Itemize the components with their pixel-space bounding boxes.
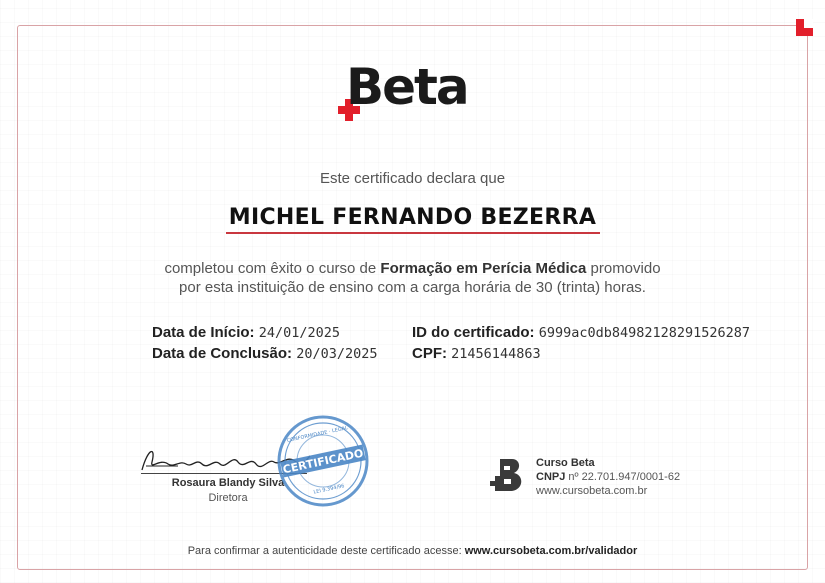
end-date xyxy=(152,345,377,362)
stamp-text: CERTIFICADO xyxy=(281,446,365,477)
certificate-id-value: 6999ac0db84982128291526287 xyxy=(538,325,751,341)
start-date xyxy=(152,324,340,341)
signatory-name: Rosaura Blandy Silva xyxy=(171,477,285,489)
completion-pre: completou com êxito o curso de xyxy=(164,260,381,277)
footer-text: Para confirmar a autenticidade deste certificado acesse: xyxy=(187,545,465,557)
name-underline xyxy=(226,232,600,234)
cnpj-value: nº 22.701.947/0001-62 xyxy=(565,471,681,483)
certified-stamp xyxy=(275,413,371,509)
cpf-value: 21456144863 xyxy=(451,346,541,362)
start-date-value: 24/01/2025 xyxy=(258,325,340,341)
completion-post: promovido xyxy=(586,260,661,277)
start-date-label: Data de Início: xyxy=(152,324,255,341)
stamp-ring-bottom: LEI 9.394/96 xyxy=(313,483,345,496)
certificate-id-label: ID do certificado: xyxy=(412,324,535,341)
course-name: Formação em Perícia Médica xyxy=(380,260,587,277)
beta-logo xyxy=(338,58,488,120)
completion-line2: por esta instituição de ensino com a carga horária de 30 (trinta) horas. xyxy=(179,279,646,296)
cpf xyxy=(412,345,541,362)
cursobeta-logo-icon xyxy=(490,457,526,499)
validation-footer xyxy=(0,545,825,557)
recipient-name: MICHEL FERNANDO BEZERRA xyxy=(228,205,597,230)
corner-accent-cut xyxy=(804,19,813,28)
end-date-label: Data de Conclusão: xyxy=(152,345,293,362)
stamp-ring-top: CONFORMIDADE · LEGAL xyxy=(286,425,349,444)
logo-text: Beta xyxy=(346,58,468,116)
company-cnpj xyxy=(536,471,680,483)
declaration-text: Este certificado declara que xyxy=(319,170,506,187)
signatory-role: Diretora xyxy=(208,492,248,504)
certificate-id xyxy=(412,324,750,341)
cpf-label: CPF: xyxy=(412,345,447,362)
company-name: Curso Beta xyxy=(536,457,595,469)
end-date-value: 20/03/2025 xyxy=(296,346,378,362)
completion-text xyxy=(0,259,825,297)
company-site: www.cursobeta.com.br xyxy=(536,485,648,497)
cnpj-label: CNPJ xyxy=(536,471,566,483)
validation-link[interactable]: www.cursobeta.com.br/validador xyxy=(464,545,638,557)
